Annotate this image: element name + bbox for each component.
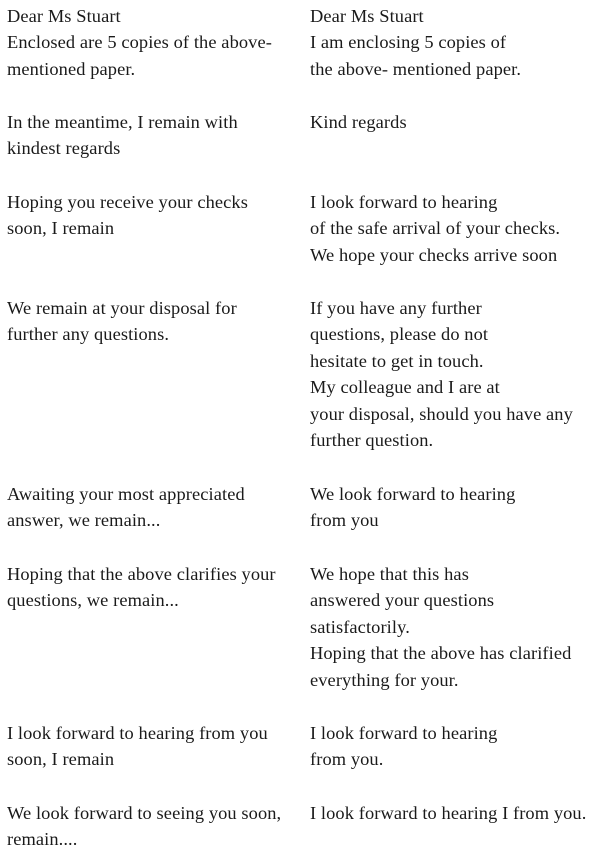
- text-line: answered your questions: [310, 590, 495, 611]
- modern-phrase: [310, 481, 598, 534]
- formal-phrase: [7, 561, 299, 614]
- text-line: In the meantime, I remain with: [7, 112, 238, 132]
- text-line: I am enclosing 5 copies of: [310, 32, 507, 53]
- text-line: from you.: [310, 749, 384, 770]
- text-line: further any questions.: [7, 324, 170, 345]
- modern-phrase: [310, 3, 598, 82]
- text-line: We hope your checks arrive soon: [310, 244, 558, 265]
- text-line: My colleague and I are at: [310, 377, 500, 398]
- text-line: I look forward to hearing I from you.: [310, 803, 587, 823]
- formal-phrase: [7, 189, 299, 242]
- modern-phrase: [310, 561, 598, 693]
- formal-phrase: [7, 295, 299, 348]
- text-line: of the safe arrival of your checks.: [310, 218, 561, 239]
- formal-phrase: [7, 481, 299, 534]
- modern-phrase: [310, 295, 598, 453]
- text-line: kindest regards: [7, 138, 121, 159]
- formal-phrase: [7, 800, 299, 853]
- text-line: questions, please do not: [310, 324, 489, 345]
- modern-phrase: [310, 109, 598, 135]
- text-line: Hoping that the above clarifies your: [7, 564, 276, 584]
- text-line: the above- mentioned paper.: [310, 58, 522, 79]
- text-line: If you have any further: [310, 298, 482, 318]
- text-line: Dear Ms Stuart: [310, 6, 424, 26]
- text-line: Hoping you receive your checks: [7, 192, 248, 212]
- text-line: We remain at your disposal for: [7, 298, 237, 318]
- text-line: Dear Ms Stuart: [7, 6, 121, 26]
- modern-phrase: [310, 800, 598, 826]
- text-line: I look forward to hearing: [310, 192, 498, 212]
- text-line: I look forward to hearing: [310, 723, 498, 743]
- formal-phrase: [7, 109, 299, 162]
- formal-phrase: [7, 720, 299, 773]
- text-line: hesitate to get in touch.: [310, 350, 484, 371]
- text-line: from you: [310, 510, 379, 531]
- text-line: Enclosed are 5 copies of the above-: [7, 32, 272, 53]
- text-line: We look forward to hearing: [310, 484, 516, 504]
- text-line: soon, I remain: [7, 218, 115, 239]
- text-line: I look forward to hearing from you: [7, 723, 268, 743]
- text-line: satisfactorily.: [310, 616, 410, 637]
- text-line: your disposal, should you have any: [310, 403, 573, 424]
- text-line: remain....: [7, 829, 78, 850]
- modern-phrase: [310, 720, 598, 773]
- text-line: mentioned paper.: [7, 58, 136, 79]
- text-line: everything for your.: [310, 669, 459, 690]
- text-line: further question.: [310, 430, 434, 451]
- text-line: Kind regards: [310, 112, 407, 132]
- text-line: Hoping that the above has clarified: [310, 643, 572, 664]
- text-line: We look forward to seeing you soon,: [7, 803, 282, 823]
- text-line: questions, we remain...: [7, 590, 179, 611]
- formal-phrase: [7, 3, 299, 82]
- text-line: soon, I remain: [7, 749, 115, 770]
- text-line: answer, we remain...: [7, 510, 161, 531]
- text-line: We hope that this has: [310, 564, 469, 584]
- modern-phrase: [310, 189, 598, 268]
- text-line: Awaiting your most appreciated: [7, 484, 245, 504]
